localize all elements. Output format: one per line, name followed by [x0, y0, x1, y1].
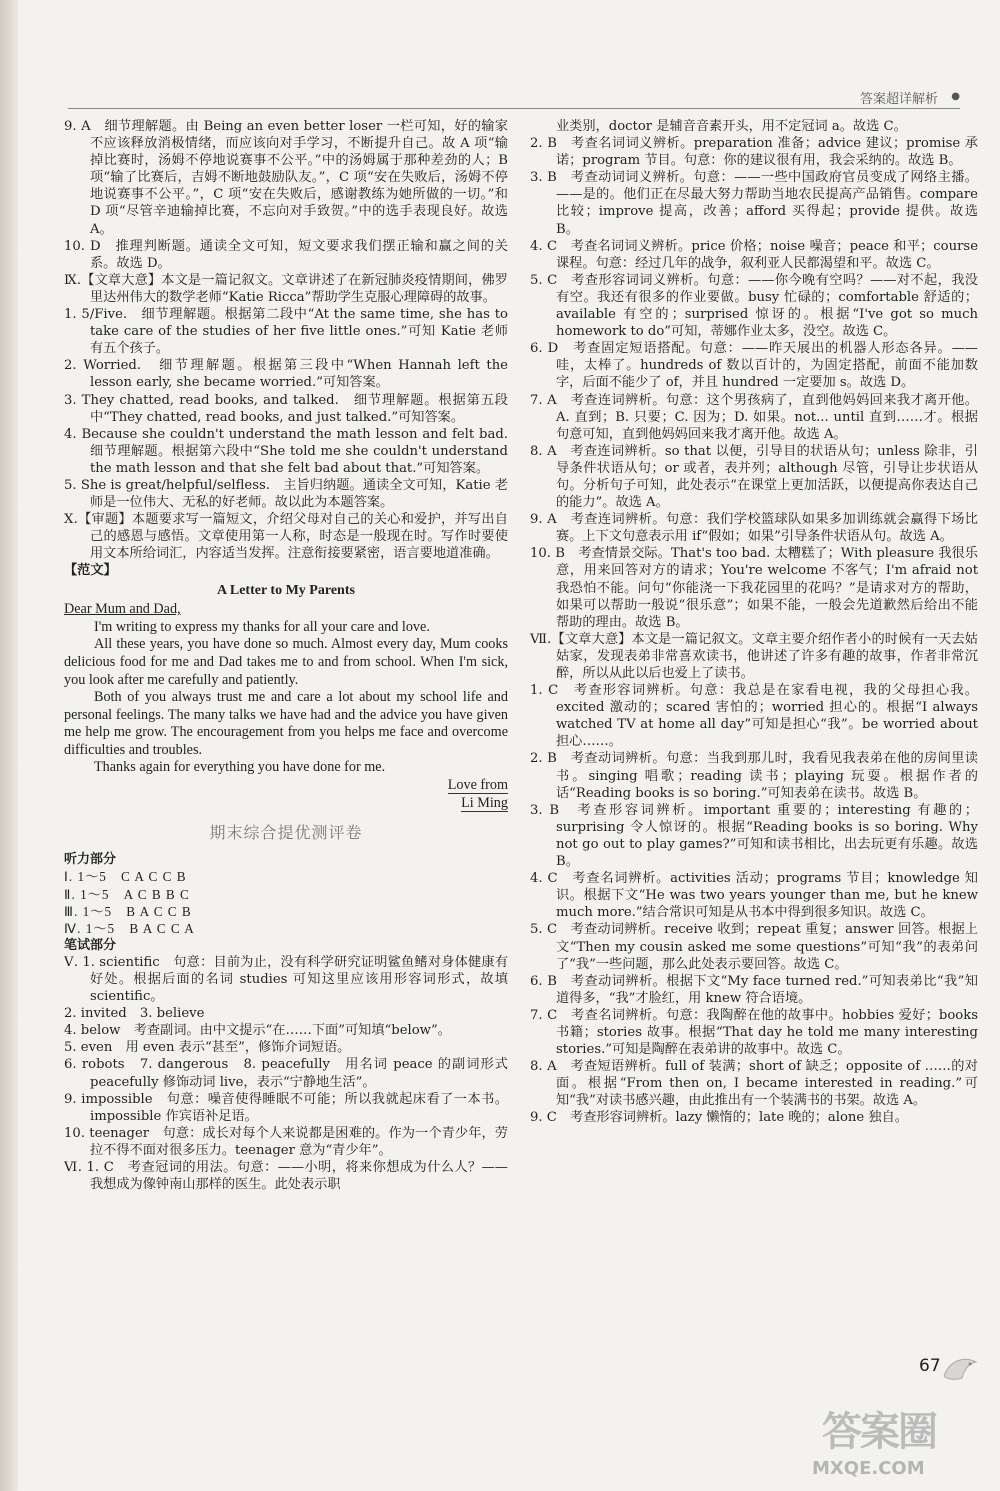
answer-item: 3. B 考查形容词辨析。important 重要的；interesting 有趣的；surprising 令人惊讶的。根据“Reading books is so boring. Why not go out to play games?”可知和读书相比，出去玩更有乐趣。故选 B。: [530, 802, 978, 870]
answer-item: 5. She is great/helpful/selfless. 主旨归纳题。通读全文可知，Katie 老师是一位伟大、无私的好老师。故以此为本题答案。: [64, 477, 508, 511]
answer-item: 8. A 考查连词辨析。so that 以便，引导目的状语从句；unless 除非，引导条件状语从句；or 或者，表并列；although 尽管，引导让步状语从句。分析句子可知，此处表示“在课堂上更加活跃，以便提高你表达自己的能力”。故选 A。: [530, 443, 978, 511]
answer-item: 6. B 考查动词辨析。根据下文“My face turned red.”可知表弟比“我”知道得多，“我”才脸红，用 knew 符合语境。: [530, 973, 978, 1006]
answer-item: 5. even 用 even 表示“甚至”，修饰介词短语。: [64, 1040, 351, 1056]
letter-closing: Love from: [447, 777, 508, 794]
letter-title: A Letter to My Parents: [217, 582, 355, 598]
watermark-logo: 答案圈: [822, 1409, 936, 1455]
answer-item: 2. B 考查动词辨析。句意：当我到那儿时，我看见我表弟在他的房间里读书。singing 唱歌；reading 读书；playing 玩耍。根据作者的话“Reading books is so boring.”可知表弟在读书。故选 B。: [530, 751, 978, 801]
answer-item: 9. C 考查形容词辨析。lazy 懒惰的；late 晚的；alone 独自。: [530, 1110, 908, 1126]
answer-item: 1. 5/Five. 细节理解题。根据第二段中“At the same time, she has to take care of the studies of her five little ones.”可知 Katie 老师有五个孩子。: [64, 307, 508, 357]
answer-item: 10. teenager 句意：成长对每个人来说都是困难的。作为一个青少年，劳拉不得不面对很多压力。teenager 意为“青少年”。: [64, 1125, 508, 1158]
answer-item: Ⅶ.【文章大意】本文是一篇记叙文。文章主要介绍作者小的时候有一天去姑姑家，发现表弟非常喜欢读书，他讲述了许多有趣的故事，作者非常沉醉，所以从此以后也爱上了读书。: [530, 631, 978, 681]
letter-paragraph: Both of you always trust me and care a lot about my school life and personal feelings. The many talks we have had and the advice you have given me help me grow. The encouragement from you helps me face and overcome difficulties and troubles.: [64, 689, 508, 758]
answer-item: Ⅹ.【审题】本题要求写一篇短文，介绍父母对自己的关心和爱护，并写出自己的感恩与感悟。文章使用第一人称，时态是一般现在时。写作时要使用文本所给词汇，内容适当发挥。注意衔接要紧密，语言要地道准确。: [64, 512, 508, 562]
answer-item: 4. C 考查名词词义辨析。price 价格；noise 噪音；peace 和平；course 课程。句意：经过几年的战争，叙利亚人民都渴望和平。故选 C。: [530, 238, 978, 271]
listening-answer-line: Ⅲ. 1～5 B A C C B: [64, 903, 192, 919]
watermark-url: MXQE.COM: [812, 1458, 925, 1479]
page-header: [68, 88, 960, 109]
answer-item: 3. They chatted, read books, and talked. 细节理解题。根据第五段中“They chatted, read books, and just talked.”可知答案。: [64, 392, 508, 425]
letter-salutation: Dear Mum and Dad,: [64, 601, 181, 618]
answer-item: Ⅵ. 1. C 考查冠词的用法。句意：——小明，将来你想成为什么人？——我想成为像钟南山那样的医生。此处表示职: [64, 1160, 508, 1193]
answer-item: 5. C 考查动词辨析。receive 收到；repeat 重复；answer 回答。根据上文“Then my cousin asked me some questions”可知“我”的表弟问了“我”一些问题，那么此处表示要回答。故选 C。: [530, 922, 978, 972]
answer-item: 2. Worried. 细节理解题。根据第三段中“When Hannah left the lesson early, she became worried.”可知答案。: [64, 358, 508, 391]
answer-item: 4. C 考查名词辨析。activities 活动；programs 节目；knowledge 知识。根据下文“He was two years younger than me, but he knew much more.”结合常识可知是从书本中得到很多知识。故选 C。: [530, 871, 978, 921]
section-label: 【范文】: [64, 563, 117, 579]
letter-paragraph: All these years, you have done so much. Almost every day, Mum cooks delicious food for me and Dad takes me to and from school. When I'm sick, you look after me carefully and patiently.: [64, 636, 508, 688]
answer-item: 2. invited 3. believe: [64, 1006, 205, 1022]
answer-item: 6. D 考查固定短语搭配。句意：——昨天展出的机器人形态各异。——哇，太棒了。hundreds of 数以百计的，为固定搭配，前面不能加数字，后面不能少了 of，并且 hundred 一定要加 s。故选 D。: [530, 341, 978, 391]
header-dot-icon: ●: [951, 91, 960, 102]
listening-heading: 听力部分: [64, 852, 117, 868]
answer-item: 9. A 细节理解题。由 Being an even better loser 一栏可知，好的输家不应该释放消极情绪，而应该向对手学习，不断提升自己。故 A 项“输掉比赛时，汤姆不停地说赛事不公平。”中的汤姆属于那种差劲的人；B 项“输了比赛后，吉姆不断地鼓励队友。”，C 项“安在失败后，汤姆不停地说赛事不公平。”，C 项“安在失败后，感谢教练为她所做的一切。”和 D 项“尽管辛迪输掉比赛，不忘向对手致贺。”中的选手表现良好。故选 A。: [64, 119, 508, 237]
answer-item: Ⅸ.【文章大意】本文是一篇记叙文。文章讲述了在新冠肺炎疫情期间，佛罗里达州伟大的数学老师“Katie Ricca”帮助学生克服心理障碍的故事。: [64, 272, 508, 305]
answer-item: 9. impossible 句意：噪音使得睡眠不可能；所以我就起床看了一本书。impossible 作宾语补足语。: [64, 1091, 508, 1124]
right-answer-list: [530, 118, 978, 1127]
written-heading: 笔试部分: [64, 937, 117, 953]
written-answer-list: [64, 954, 508, 1193]
page-binding-edge: [0, 0, 18, 1491]
bird-mascot-icon: [940, 1350, 980, 1386]
listening-answer-line: Ⅳ. 1～5 B A C C A: [64, 920, 195, 936]
answer-item: 4. below 考查副词。由中文提示“在……下面”可知填“below”。: [64, 1023, 451, 1039]
answer-item: 8. A 考查短语辨析。full of 装满；short of 缺乏；opposite of ……的对面。根据“From then on, I became interested in reading.”可知“我”对读书感兴趣，由此推出有一个装满书的书架。故选 A。: [530, 1059, 978, 1109]
answer-item: 10. B 考查情景交际。That's too bad. 太糟糕了；With pleasure 我很乐意，用来回答对方的请求；You're welcome 不客气；I'm afraid not 我恐怕不能。问句“你能浇一下我花园里的花吗？”是请求对方的帮助，如果可以帮助一般说“很乐意”；如果不能，一般会先道歉然后给出不能帮助的理由。故选 B。: [530, 546, 978, 630]
left-column: [64, 118, 522, 1193]
listening-answer-line: Ⅱ. 1～5 A C B B C: [64, 886, 190, 902]
answer-item: 7. C 考查名词辨析。句意：我陶醉在他的故事中。hobbies 爱好；books 书籍；stories 故事。根据“That day he told me many interesting stories.”可知是陶醉在表弟讲的故事中。故选 C。: [530, 1007, 978, 1058]
answer-item: 9. A 考查连词辨析。句意：我们学校篮球队如果多加训练就会赢得下场比赛。上下文句意表示用 if“假如；如果”引导条件状语从句。故选 A。: [530, 512, 978, 545]
answer-item: 3. B 考查动词词义辨析。句意：——一些中国政府官员变成了网络主播。——是的。他们正在尽最大努力帮助当地农民提高产品销售。compare 比较；improve 提高，改善；afford 买得起；provide 提供。故选 B。: [530, 170, 978, 237]
exam-section-title: 期末综合提优测评卷: [209, 823, 363, 843]
answer-item: 业类别，doctor 是辅音音素开头，用不定冠词 a。故选 C。: [556, 119, 907, 134]
answer-item: 6. robots 7. dangerous 8. peacefully 用名词 peace 的副词形式 peacefully 修饰动词 live，表示“宁静地生活”。: [64, 1057, 508, 1090]
sample-letter: [64, 582, 508, 813]
left-answer-list: [64, 118, 522, 580]
answer-item: 1. C 考查形容词辨析。句意：我总是在家看电视，我的父母担心我。excited 激动的；scared 害怕的；worried 担心的。根据“I always watched TV at home all day”可知是担心“我”。be worried about 担心……。: [530, 683, 978, 750]
letter-paragraph: I'm writing to express my thanks for all your care and love.: [94, 618, 430, 635]
letter-signature: Li Ming: [461, 794, 508, 811]
header-title: 答案超详解析: [859, 92, 938, 107]
answer-item: 7. A 考查连词辨析。句意：这个男孩病了，直到他妈妈回来我才离开他。A. 直到；B. 只要；C. 因为；D. 如果。not... until 直到……才。根据句意可知，直到他妈妈回来我才离开他。故选 A。: [530, 392, 978, 442]
answer-item: 10. D 推理判断题。通读全文可知，短文要求我们摆正输和赢之间的关系。故选 D。: [64, 238, 508, 271]
answer-item: 2. B 考查名词词义辨析。preparation 准备；advice 建议；promise 承诺；program 节目。句意：你的建议很有用，我会采纳的。故选 B。: [530, 136, 978, 169]
answer-item: 4. Because she couldn't understand the math lesson and felt bad. 细节理解题。根据第六段中“She told me she couldn't understand the math lesson and that she felt bad about that.”可知答案。: [64, 426, 522, 476]
answer-item: 5. C 考查形容词词义辨析。句意：——你今晚有空吗？——对不起，我没有空。我还有很多的作业要做。busy 忙碌的；comfortable 舒适的；available 有空的；surprised 惊讶的。根据“I've got so much homework to do”可知，蒂娜作业太多，没空。故选 C。: [530, 272, 978, 340]
listening-answer-line: Ⅰ. 1～5 C A C C B: [64, 869, 187, 885]
answer-item: Ⅴ. 1. scientific 句意：目前为止，没有科学研究证明鲨鱼鳍对身体健康有好处。根据后面的名词 studies 可知这里应该用形容词形式，故填 scientific。: [64, 954, 508, 1005]
letter-paragraph: Thanks again for everything you have done for me.: [94, 759, 386, 776]
page-number: 67: [919, 1356, 941, 1376]
right-column: [530, 118, 978, 1127]
